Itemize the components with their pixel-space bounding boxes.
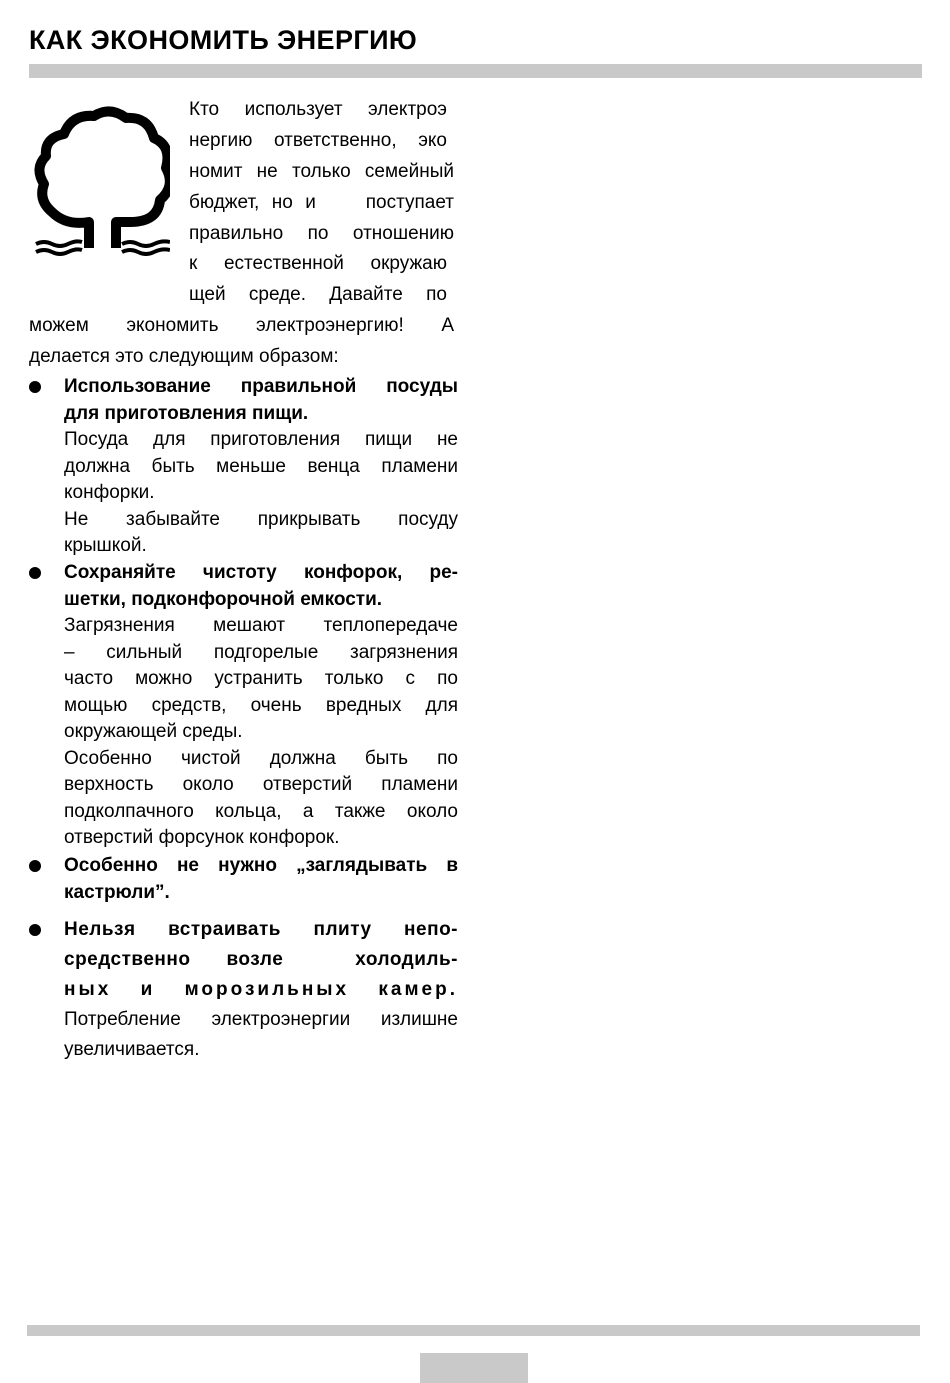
page-number-tab xyxy=(420,1353,528,1383)
item-heading: средственно возле холодиль- xyxy=(64,949,458,970)
item-heading: Нельзя встраивать плиту непо- xyxy=(64,919,458,940)
item-text: подколпачного кольца, а также около xyxy=(64,800,458,822)
item-text: – сильный подгорелые загрязнения xyxy=(64,641,458,663)
item-text: Особенно чистой должна быть по xyxy=(64,747,458,769)
intro-line: щей среде. Давайте по xyxy=(189,284,447,305)
item-text: Загрязнения мешают теплопередаче xyxy=(64,615,458,636)
bullet-icon xyxy=(29,924,41,936)
footer-rule xyxy=(27,1325,920,1336)
item-text: окружающей среды. xyxy=(64,721,243,742)
item-text: часто можно устранить только с по xyxy=(64,668,458,689)
item-text: мощью средств, очень вредных для xyxy=(64,694,458,716)
intro-line: к естественной окружаю xyxy=(189,253,447,274)
item-heading: кастрюли”. xyxy=(64,881,170,903)
list-item xyxy=(64,915,458,1065)
item-text: Не забывайте прикрывать посуду xyxy=(64,508,458,530)
bullet-icon xyxy=(29,381,41,393)
intro-line: правильно по отношению xyxy=(189,223,454,244)
intro-line: можем экономить электроэнергию! А xyxy=(29,315,454,336)
item-heading: ных и морозильных камер. xyxy=(64,979,458,1000)
item-heading: Использование правильной посуды xyxy=(64,376,458,397)
intro-line: нергию ответственно, эко xyxy=(189,130,447,151)
list-item xyxy=(64,853,458,906)
item-text: крышкой. xyxy=(64,535,147,556)
intro-line: Кто использует электроэ xyxy=(189,99,447,120)
item-heading: для приготовления пищи. xyxy=(64,402,309,424)
item-text: Посуда для приготовления пищи не xyxy=(64,429,458,450)
header-rule xyxy=(29,64,922,78)
bullet-icon xyxy=(29,860,41,872)
item-text: отверстий форсунок конфорок. xyxy=(64,827,340,848)
item-text: верхность около отверстий пламени xyxy=(64,774,458,795)
item-text: увеличивается. xyxy=(64,1039,200,1060)
bullet-icon xyxy=(29,567,41,579)
item-text: Потребление электроэнергии излишне xyxy=(64,1009,458,1030)
item-heading: шетки, подконфорочной емкости. xyxy=(64,588,383,610)
intro-line: делается это следующим образом: xyxy=(29,346,339,367)
item-heading: Сохраняйте чистоту конфорок, ре- xyxy=(64,562,458,583)
intro-line: бюджет, но и поступает xyxy=(189,192,454,213)
page-title: КАК ЭКОНОМИТЬ ЭНЕРГИЮ xyxy=(29,25,418,55)
intro-line: номит не только семейный xyxy=(189,161,454,182)
list-item xyxy=(64,560,458,852)
item-text: должна быть меньше венца пламени xyxy=(64,455,458,477)
item-text: конфорки. xyxy=(64,482,155,503)
list-item xyxy=(64,374,458,560)
tree-icon xyxy=(30,104,170,266)
item-heading: Особенно не нужно „заглядывать в xyxy=(64,855,458,876)
